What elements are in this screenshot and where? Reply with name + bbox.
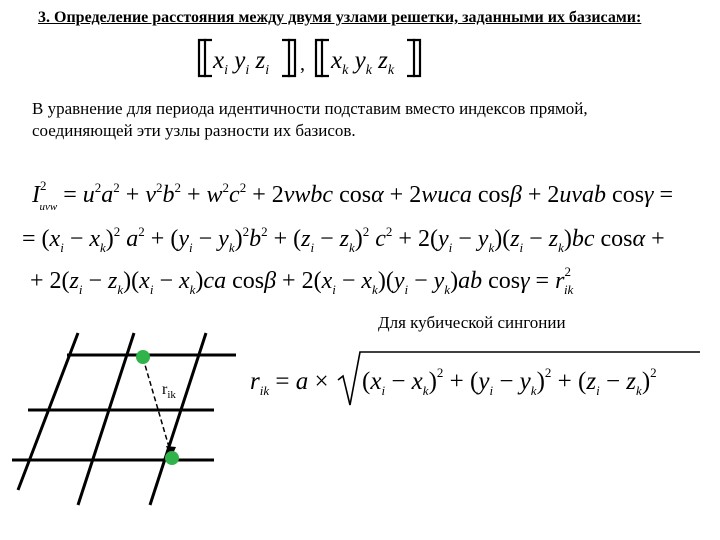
vector-rik xyxy=(143,358,171,454)
node-i xyxy=(136,350,150,364)
cubic-formula xyxy=(250,352,700,405)
lattice-diagram xyxy=(12,333,236,505)
svg-text:rik = a ×: $r_{ik} = a$ × xyxy=(250,368,329,398)
svg-text:+ 2(zi − zk)(xi − xk)ca cosβ +: + $2(z_i - z_k)(x_i - x_k)ca$ $\cos\beta + 2(x_i - x_k)(y_i - y_k)ab$ $\cos\gamma = r^2$ ik xyxy=(30,264,574,297)
svg-text:I2uvw = u2a2 + v2b2 + w2c2 + 2: $I^2$ uvw = $u^2a^2 + v^2b^2 + w^2c^2$ + 2vwbc cosα + 2wuca cosβ + 2uvab cosγ = xyxy=(32,178,674,213)
svg-text:xk yk zk: $x_k$ $y_k$ $z_k$ xyxy=(331,47,395,78)
equation-line-3 xyxy=(30,264,574,297)
equation-line-2 xyxy=(22,224,665,255)
slide-heading: 3. Определение расстояния между двумя узлами решетки, заданными их базисами: xyxy=(38,9,642,26)
equation-line-1 xyxy=(31,178,673,213)
vector-label: $r_{ik}$ xyxy=(162,381,176,401)
svg-text:xi yi zi: $x_i$ $y_i$ $z_i$ xyxy=(213,47,270,78)
cubic-caption: Для кубической сингонии xyxy=(378,313,566,332)
node-k xyxy=(165,451,179,465)
slide-paragraph: В уравнение для периода идентичности подставим вместо индексов прямой, соединяющей эти узлы разности их базисов. xyxy=(32,99,588,140)
node-separator: , xyxy=(300,53,305,75)
node-basis-formula xyxy=(199,40,420,78)
lattice-lines xyxy=(12,333,236,505)
svg-text:= (xi − xk)2 a2 + (yi − yk)2b2: = $(x_i - x_k)^2$ $a^2 + (y_i - y_k)^2b^2 + (z_i - z_k)^2$ $c^2 + 2(y_i - y_k)(z_i - z_k)bc$ cosα + xyxy=(22,224,665,255)
svg-text:(xi − xk)2 + (yi − yk)2 + (zi: $(x_i - x_k)^2 + (y_i - y_k)^2 + (z_i - z_k)^2$ xyxy=(362,365,657,398)
